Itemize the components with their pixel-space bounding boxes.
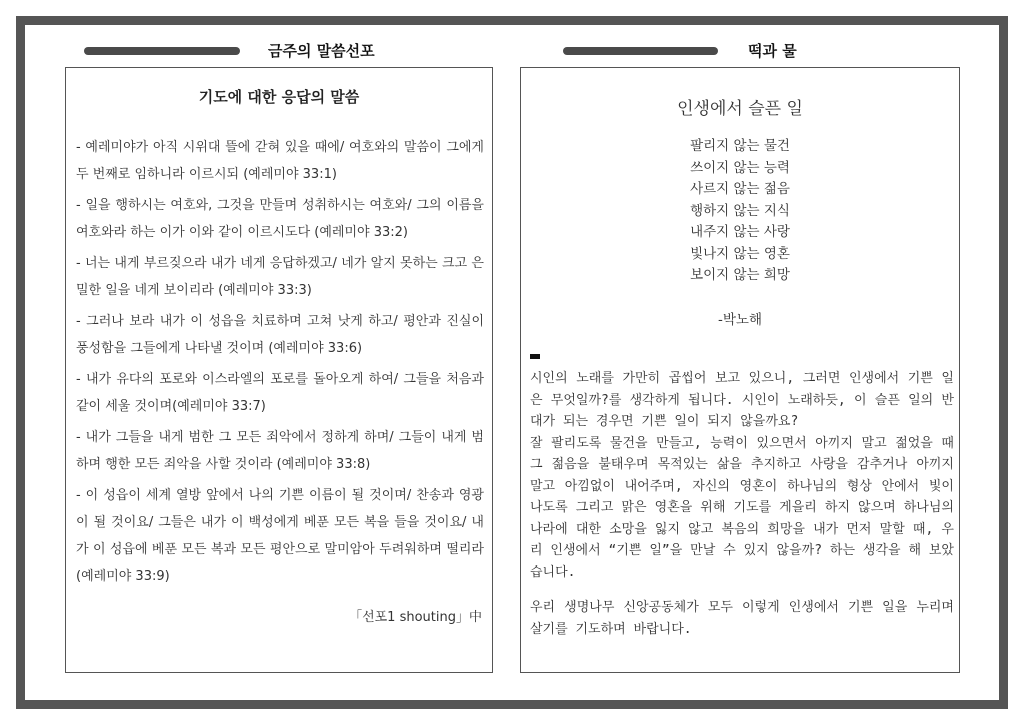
poem-line: 빛나지 않는 영혼 — [690, 245, 790, 262]
verse-item: - 일을 행하시는 여호와, 그것을 만들며 성취하시는 여호와/ 그의 이름을 여호와라 하는 이가 이와 같이 이르시도다 (예레미야 33:2) — [76, 198, 484, 240]
poem-lines — [521, 136, 959, 287]
left-header-title: 금주의 말씀선포 — [268, 42, 375, 60]
header-bar — [84, 47, 240, 55]
essay-panel — [520, 67, 960, 673]
verse-item: - 내가 유다의 포로와 이스라엘의 포로를 돌아오게 하여/ 그들을 처음과 같이 세울 것이며(예레미야 33:7) — [76, 372, 484, 414]
scripture-title: 기도에 대한 응답의 말씀 — [198, 88, 360, 106]
essay-paragraph: 우리 생명나무 신앙공동체가 모두 이렇게 인생에서 기쁜 일을 누리며 살기를 기도하며 바랍니다. — [530, 600, 954, 637]
verse-item: - 이 성읍이 세계 열방 앞에서 나의 기쁜 이름이 될 것이며/ 찬송과 영광이 될 것이요/ 그들은 내가 이 백성에게 베푼 모든 복을 들을 것이요/ 내가 이 성읍에 베푼 모든 복과 모든 평안으로 말미암아 두려워하며 떨리라 (예레미야 33:9) — [76, 488, 484, 584]
essay-paragraph: 잘 팔리도록 물건을 만들고, 능력이 있으면서 아끼지 말고 젊었을 때 그 젊음을 불태우며 목적있는 삶을 추지하고 사랑을 감추거나 아끼지 말고 아낌없이 내어주며, 자신의 영혼이 하나님의 형상 안에서 빛이 나도록 그리고 맑은 영혼을 위해 기도를 게을리 하지 않으며 하나님의 나라에 대한 소망을 잃지 않고 복음의 희망을 내가 먼저 말할 때, 우리 인생에서 “기쁜 일”을 만날 수 있지 않을까? 하는 생각을 해 보았습니다. — [530, 435, 954, 580]
poem-line: 내주지 않는 사랑 — [690, 224, 790, 240]
header-bar — [563, 47, 718, 55]
poem-line: 팔리지 않는 물건 — [690, 138, 790, 154]
verse-item: - 그러나 보라 내가 이 성읍을 치료하며 고쳐 낫게 하고/ 평안과 진실이 풍성함을 그들에게 나타낼 것이며 (예레미야 33:6) — [76, 314, 484, 356]
essay-paragraph: 시인의 노래를 가만히 곱씹어 보고 있으니, 그러면 인생에서 기쁜 일은 무엇일까?를 생각하게 됩니다. 시인이 노래하듯, 이 슬픈 일의 반대가 되는 경우면 기쁜 일이 되지 않을까요? — [530, 371, 954, 429]
right-section-header — [563, 40, 797, 61]
poem-line: 보이지 않는 희망 — [690, 267, 790, 283]
bullet-mark — [530, 354, 540, 359]
scripture-source: 「선포1 shouting」中 — [349, 610, 482, 625]
verse-list — [76, 134, 484, 594]
poem-line: 행하지 않는 지식 — [690, 202, 790, 219]
poem-line: 사르지 않는 젊음 — [690, 181, 790, 197]
scripture-panel — [65, 67, 493, 673]
left-section-header — [84, 40, 375, 61]
poem-author: -박노해 — [718, 312, 762, 328]
right-header-title: 떡과 물 — [748, 42, 797, 60]
verse-item: - 예레미야가 아직 시위대 뜰에 갇혀 있을 때에/ 여호와의 말씀이 그에게 두 번째로 임하니라 이르시되 (예레미야 33:1) — [76, 140, 484, 182]
verse-item: - 너는 내게 부르짖으라 내가 네게 응답하겠고/ 네가 알지 못하는 크고 은밀한 일을 네게 보이리라 (예레미야 33:3) — [76, 256, 484, 298]
poem-title: 인생에서 슬픈 일 — [677, 99, 803, 119]
verse-item: - 내가 그들을 내게 범한 그 모든 죄악에서 정하게 하며/ 그들이 내게 범하며 행한 모든 죄악을 사할 것이라 (예레미야 33:8) — [76, 430, 484, 472]
poem-line: 쓰이지 않는 능력 — [690, 159, 790, 176]
essay-body — [530, 368, 954, 640]
